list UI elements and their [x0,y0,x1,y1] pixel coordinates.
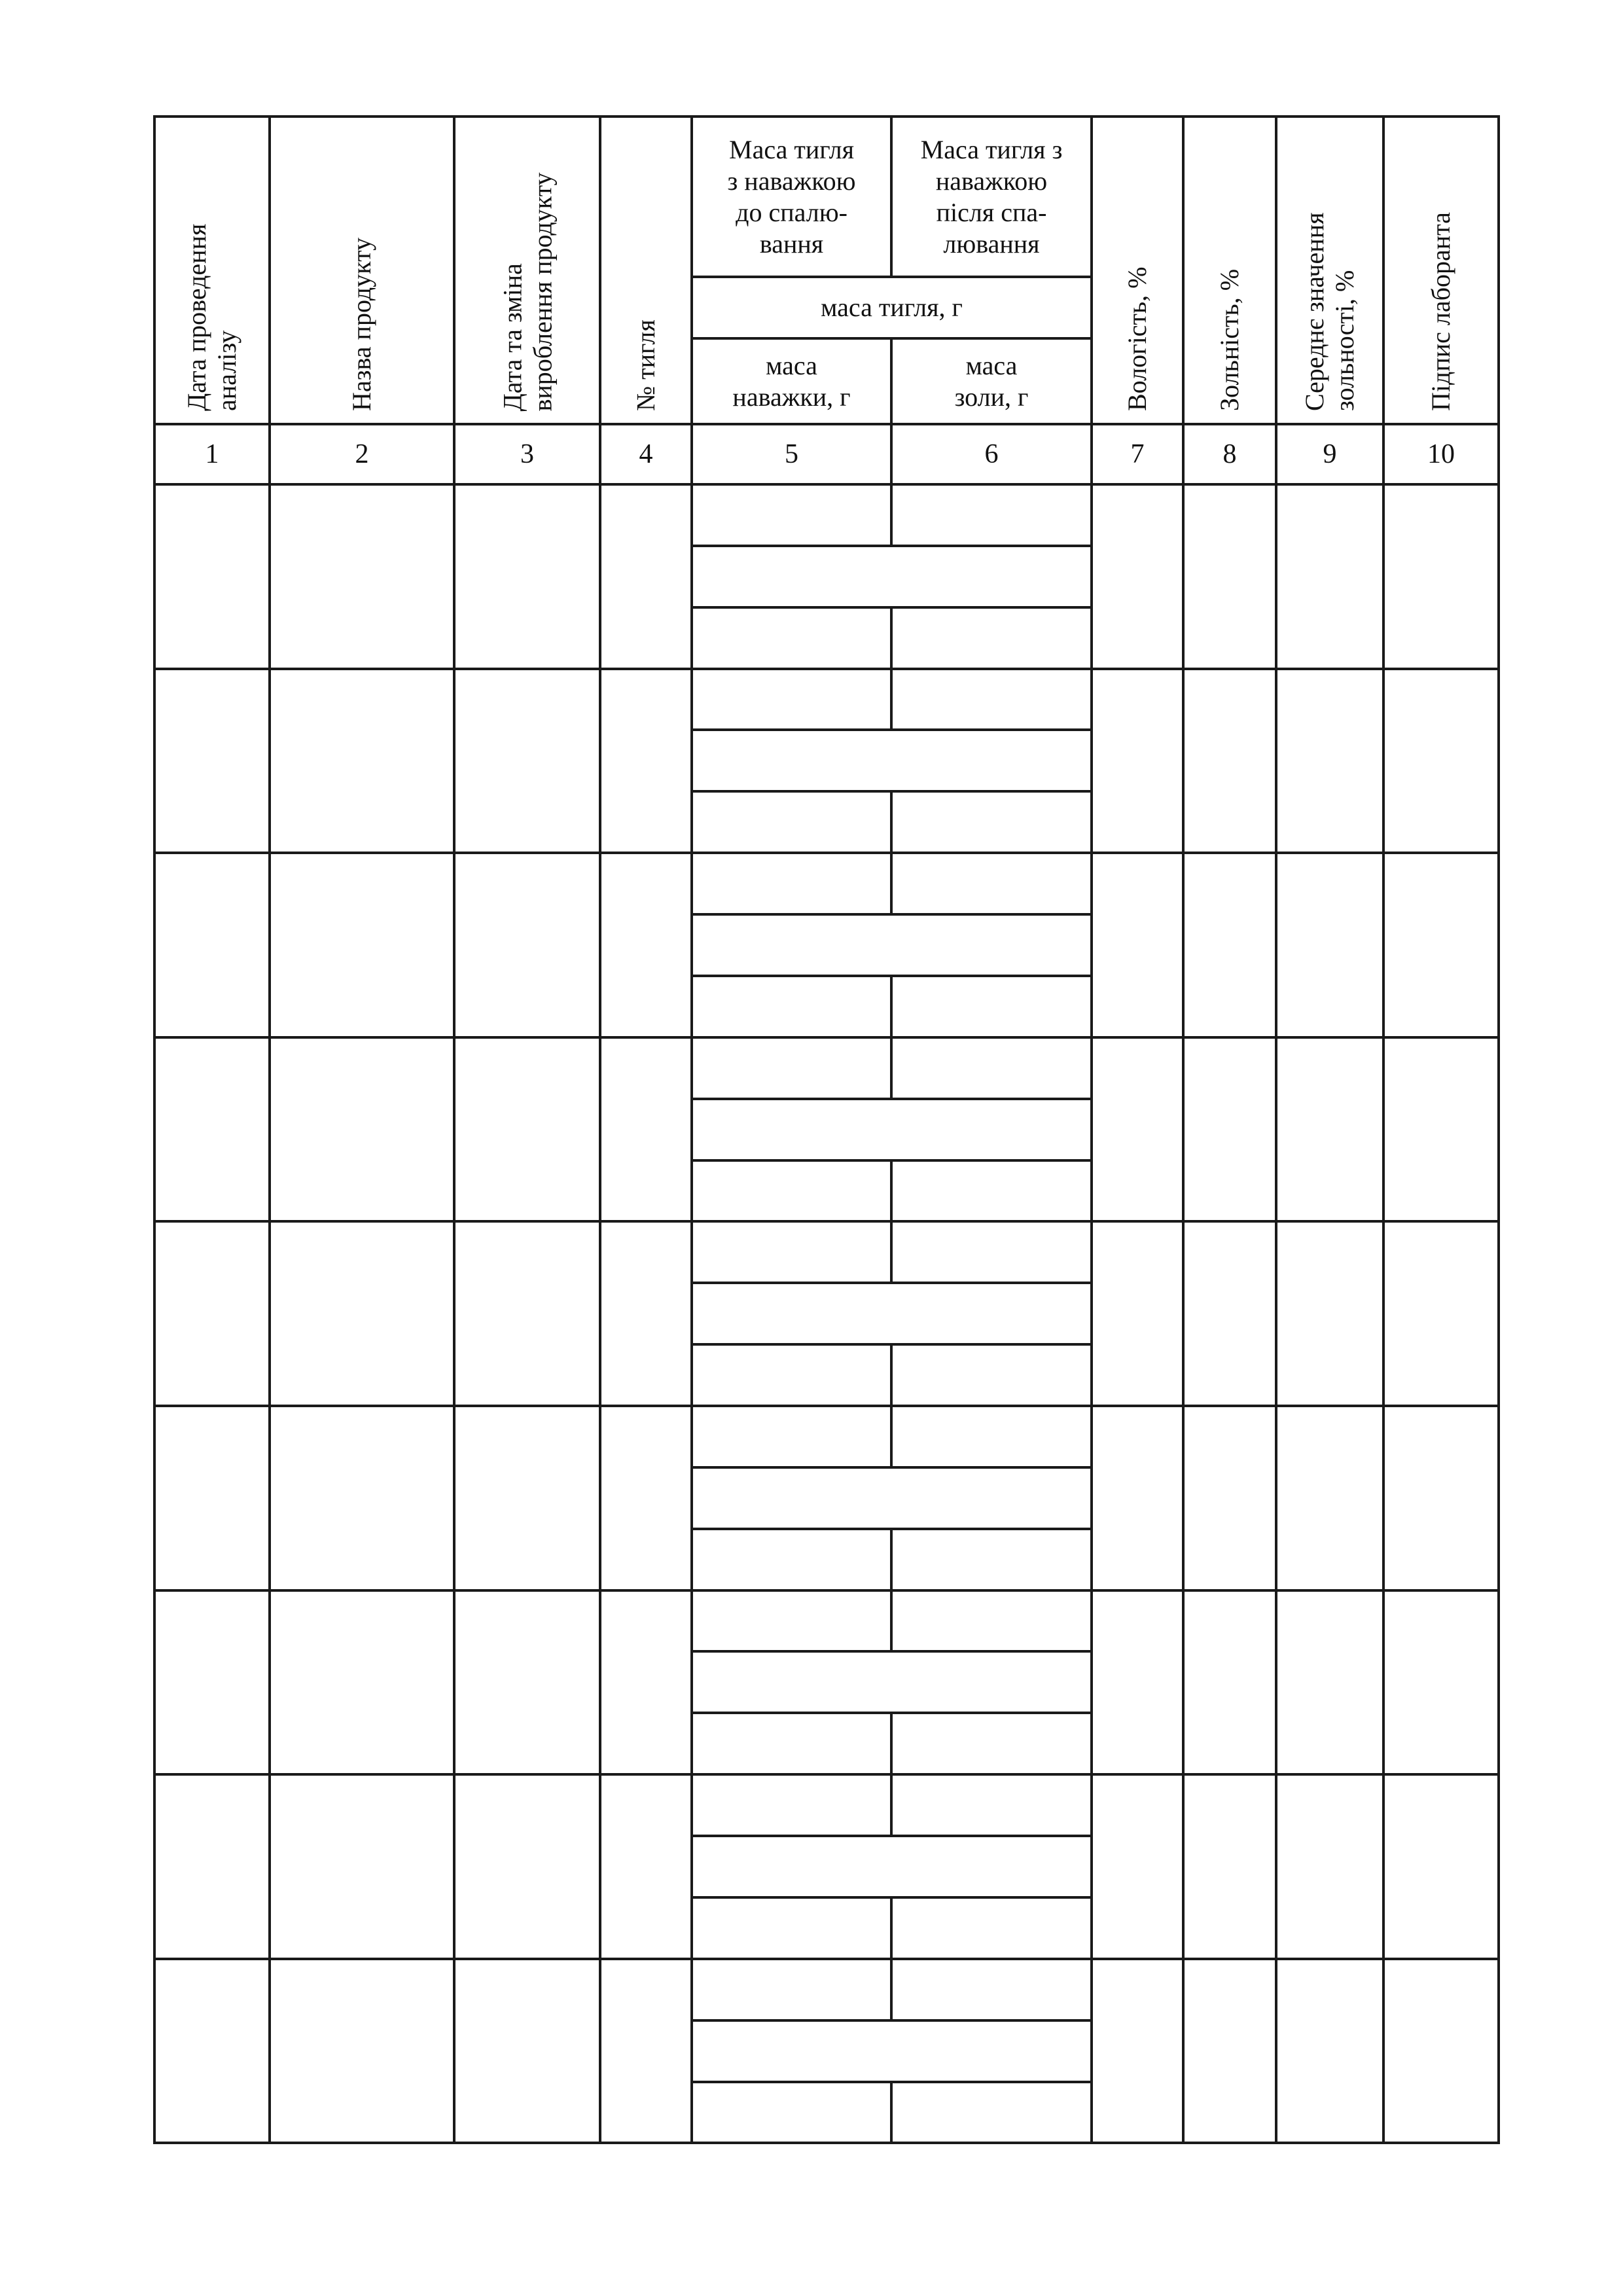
table-cell-c8[interactable] [1186,1962,1274,2141]
table-cell-c5a[interactable] [694,1408,889,1465]
table-cell-c8[interactable] [1186,1593,1274,1772]
row-col5-col6-divider [890,606,893,670]
header-lab-signature-line: Підпис лаборанта [1426,212,1455,411]
header-sample-mass-line: наважки, г [732,382,851,412]
row-divider [153,1036,1500,1039]
table-cell-c56[interactable] [694,1285,1089,1342]
table-cell-c6b[interactable] [894,794,1089,850]
header-ash-content-line: Зольність, % [1215,268,1244,411]
header-crucible-number [600,130,692,411]
column-number: 10 [1427,439,1455,469]
table-cell-c1[interactable] [157,1777,267,1956]
table-cell-c4[interactable] [603,855,689,1035]
header-mass-before-burning-line: Маса тигля [729,134,854,164]
table-cell-c5a[interactable] [694,1777,889,1833]
table-cell-c1[interactable] [157,672,267,851]
table-cell-c7[interactable] [1094,1224,1181,1403]
header-analysis-date [154,130,270,411]
row-col5-col6-divider [890,852,893,916]
header-crucible-mass-line: маса тигля, г [821,293,963,322]
header-production-date-shift-line: вироблення продукту [527,171,557,411]
table-cell-c6b[interactable] [894,1900,1089,1956]
row-col5-col6-divider [890,1896,893,1960]
table-cell-c2[interactable] [272,1224,452,1403]
header-sample-mass-line: маса [766,350,817,380]
header-mass-before-burning-line: з наважкою [727,166,856,196]
table-cell-c6b[interactable] [894,610,1089,666]
column-divider [1382,115,1385,2144]
row-divider [153,852,1500,854]
header-mass-after-burning-line: після спа- [936,197,1047,227]
table-cell-c1[interactable] [157,855,267,1035]
table-cell-c7[interactable] [1094,1777,1181,1956]
header-production-date-shift-line: Дата та зміна [497,262,527,411]
table-cell-c7[interactable] [1094,1593,1181,1772]
table-cell-c7[interactable] [1094,1040,1181,1219]
column-number: 3 [520,439,534,469]
table-cell-c8[interactable] [1186,1224,1274,1403]
table-cell-c56[interactable] [694,1102,1089,1158]
row-col5-col6-divider [890,1343,893,1407]
header-mass-before-burning-line: вання [759,228,824,259]
header-crucible-mass [692,277,1092,338]
table-cell-c7[interactable] [1094,1962,1181,2141]
table-cell-c9[interactable] [1279,672,1381,851]
table-cell-c9[interactable] [1279,1962,1381,2141]
column-number: 2 [355,439,369,469]
table-cell-c56[interactable] [694,2023,1089,2079]
column-divider [1275,115,1277,2144]
table-cell-c10[interactable] [1386,1408,1496,1588]
table-cell-c3[interactable] [457,487,597,666]
table-cell-c6a[interactable] [894,672,1089,728]
header-mass-after-burning-line: наважкою [935,166,1048,196]
table-cell-c1[interactable] [157,1593,267,1772]
column-divider [268,115,271,2144]
row-col5-col6-divider [890,2081,893,2145]
table-cell-c2[interactable] [272,855,452,1035]
table-cell-c7[interactable] [1094,855,1181,1035]
row-col5-col6-divider [890,1159,893,1223]
table-cell-c1[interactable] [157,1962,267,2141]
table-left-border [153,115,156,2144]
table-cell-c6a[interactable] [894,1408,1089,1465]
table-cell-c6b[interactable] [894,1347,1089,1403]
table-cell-c56[interactable] [694,917,1089,973]
header-sample-mass [692,338,891,424]
table-cell-c6b[interactable] [894,978,1089,1035]
table-cell-c10[interactable] [1386,1962,1496,2141]
table-cell-c2[interactable] [272,1408,452,1588]
table-cell-c7[interactable] [1094,1408,1181,1588]
table-cell-c5a[interactable] [694,855,889,912]
column-number: 9 [1323,439,1337,469]
header-analysis-date-line: Дата проведення [182,223,211,411]
table-cell-c56[interactable] [694,732,1089,789]
header-ash-mass [891,338,1092,424]
header-product-name-line: Назва продукту [347,237,376,411]
table-cell-c6b[interactable] [894,1163,1089,1219]
table-cell-c5b[interactable] [694,2085,889,2141]
row-col5-col6-divider [890,1036,893,1100]
column-number: 5 [785,439,798,469]
row-col5-col6-divider [890,1712,893,1776]
header-ash-mass-line: маса [965,350,1018,380]
table-cell-c10[interactable] [1386,1040,1496,1219]
table-cell-c5b[interactable] [694,978,889,1035]
row-divider [153,668,1500,670]
table-bottom-border [153,2142,1500,2144]
column-number: 7 [1130,439,1145,469]
header-mass-before-burning [692,117,891,277]
column-divider [453,115,455,2144]
header-production-date-shift [454,130,600,411]
table-cell-c8[interactable] [1186,1777,1274,1956]
table-cell-c4[interactable] [603,1593,689,1772]
table-cell-c5b[interactable] [694,1715,889,1772]
table-cell-c5b[interactable] [694,1163,889,1219]
row-col5-col6-divider [890,975,893,1039]
table-cell-c6b[interactable] [894,2085,1089,2141]
table-cell-c4[interactable] [603,1777,689,1956]
table-cell-c9[interactable] [1279,1224,1381,1403]
table-cell-c10[interactable] [1386,1224,1496,1403]
header-analysis-date-line: аналізу [212,330,241,411]
column-number: 8 [1222,439,1237,469]
column-number: 4 [639,439,653,469]
table-cell-c9[interactable] [1279,855,1381,1035]
table-cell-c5a[interactable] [694,1593,889,1649]
header-product-name [270,130,454,411]
table-cell-c3[interactable] [457,1777,597,1956]
table-cell-c10[interactable] [1386,672,1496,851]
table-cell-c4[interactable] [603,487,689,666]
table-cell-c3[interactable] [457,855,597,1035]
row-col5-col6-divider [890,483,893,547]
table-cell-c9[interactable] [1279,1408,1381,1588]
header-mass-after-burning-line: лювання [943,228,1040,259]
table-cell-c8[interactable] [1186,487,1274,666]
table-cell-c6a[interactable] [894,1962,1089,2018]
table-cell-c7[interactable] [1094,672,1181,851]
row-col5-col6-divider [890,668,893,732]
table-cell-c6a[interactable] [894,1593,1089,1649]
header-lab-signature [1383,130,1499,411]
row-col5-col6-divider [890,1528,893,1592]
header-ash-content [1183,130,1276,411]
table-cell-c6a[interactable] [894,487,1089,543]
row-col5-col6-divider [890,1220,893,1284]
row-col5-col6-divider [890,1589,893,1653]
table-cell-c2[interactable] [272,1040,452,1219]
table-cell-c3[interactable] [457,672,597,851]
row-divider [153,1773,1500,1776]
table-cell-c1[interactable] [157,1224,267,1403]
table-cell-c1[interactable] [157,487,267,666]
table-cell-c5a[interactable] [694,1224,889,1280]
table-cell-c10[interactable] [1386,1777,1496,1956]
table-cell-c8[interactable] [1186,855,1274,1035]
table-cell-c5b[interactable] [694,794,889,850]
table-cell-c6a[interactable] [894,1224,1089,1280]
table-cell-c2[interactable] [272,1777,452,1956]
table-cell-c5a[interactable] [694,1040,889,1096]
table-cell-c56[interactable] [694,1470,1089,1526]
column-divider [599,115,601,2144]
header-mean-ash-content-line: зольності, % [1330,270,1359,411]
table-cell-c2[interactable] [272,1593,452,1772]
table-cell-c4[interactable] [603,1224,689,1403]
table-cell-c56[interactable] [694,1839,1089,1895]
column-number: 6 [984,439,999,469]
table-cell-c10[interactable] [1386,855,1496,1035]
table-cell-c3[interactable] [457,1962,597,2141]
header-mean-ash-content-line: Середнє значення [1300,212,1329,411]
table-cell-c9[interactable] [1279,1593,1381,1772]
table-cell-c5a[interactable] [694,1962,889,2018]
table-cell-c3[interactable] [457,1040,597,1219]
table-cell-c2[interactable] [272,487,452,666]
table-cell-c2[interactable] [272,1962,452,2141]
table-cell-c8[interactable] [1186,1408,1274,1588]
column-divider [1182,115,1185,2144]
table-cell-c6a[interactable] [894,1777,1089,1833]
table-cell-c8[interactable] [1186,1040,1274,1219]
table-cell-c3[interactable] [457,1224,597,1403]
header-crucible-number-line: № тигля [631,319,660,411]
row-divider [153,1589,1500,1592]
table-cell-c10[interactable] [1386,1593,1496,1772]
row-divider [153,1405,1500,1407]
table-cell-c8[interactable] [1186,672,1274,851]
table-cell-c4[interactable] [603,1040,689,1219]
row-col5-col6-divider [890,1773,893,1837]
table-cell-c56[interactable] [694,548,1089,605]
table-cell-c5a[interactable] [694,672,889,728]
header-mass-after-burning-line: Маса тигля з [920,134,1063,164]
table-cell-c6b[interactable] [894,1715,1089,1772]
row-col5-col6-divider [890,1405,893,1469]
header-moisture [1092,130,1183,411]
table-cell-c9[interactable] [1279,1777,1381,1956]
table-cell-c4[interactable] [603,672,689,851]
table-cell-c5b[interactable] [694,1532,889,1588]
header-mass-after-burning [891,117,1092,277]
table-cell-c5a[interactable] [694,487,889,543]
table-cell-c5b[interactable] [694,1900,889,1956]
table-cell-c2[interactable] [272,672,452,851]
table-cell-c1[interactable] [157,1408,267,1588]
table-cell-c6a[interactable] [894,1040,1089,1096]
table-cell-c3[interactable] [457,1593,597,1772]
header-mean-ash-content [1276,130,1383,411]
table-cell-c5b[interactable] [694,1347,889,1403]
table-cell-c6b[interactable] [894,1532,1089,1588]
table-cell-c4[interactable] [603,1408,689,1588]
table-cell-c4[interactable] [603,1962,689,2141]
table-right-border [1497,115,1500,2144]
table-cell-c7[interactable] [1094,487,1181,666]
row-col5-col6-divider [890,1958,893,2022]
table-cell-c9[interactable] [1279,1040,1381,1219]
table-cell-c9[interactable] [1279,487,1381,666]
row-divider [153,1220,1500,1223]
table-cell-c3[interactable] [457,1408,597,1588]
header-moisture-line: Вологість, % [1122,266,1152,411]
header-ash-mass-line: золи, г [954,382,1029,412]
header-mass-before-burning-line: до спалю- [736,197,847,227]
row-divider [153,1958,1500,1960]
table-cell-c56[interactable] [694,1654,1089,1710]
row-col5-col6-divider [890,790,893,854]
table-cell-c6a[interactable] [894,855,1089,912]
column-number: 1 [205,439,219,469]
table-cell-c10[interactable] [1386,487,1496,666]
table-cell-c1[interactable] [157,1040,267,1219]
table-cell-c5b[interactable] [694,610,889,666]
